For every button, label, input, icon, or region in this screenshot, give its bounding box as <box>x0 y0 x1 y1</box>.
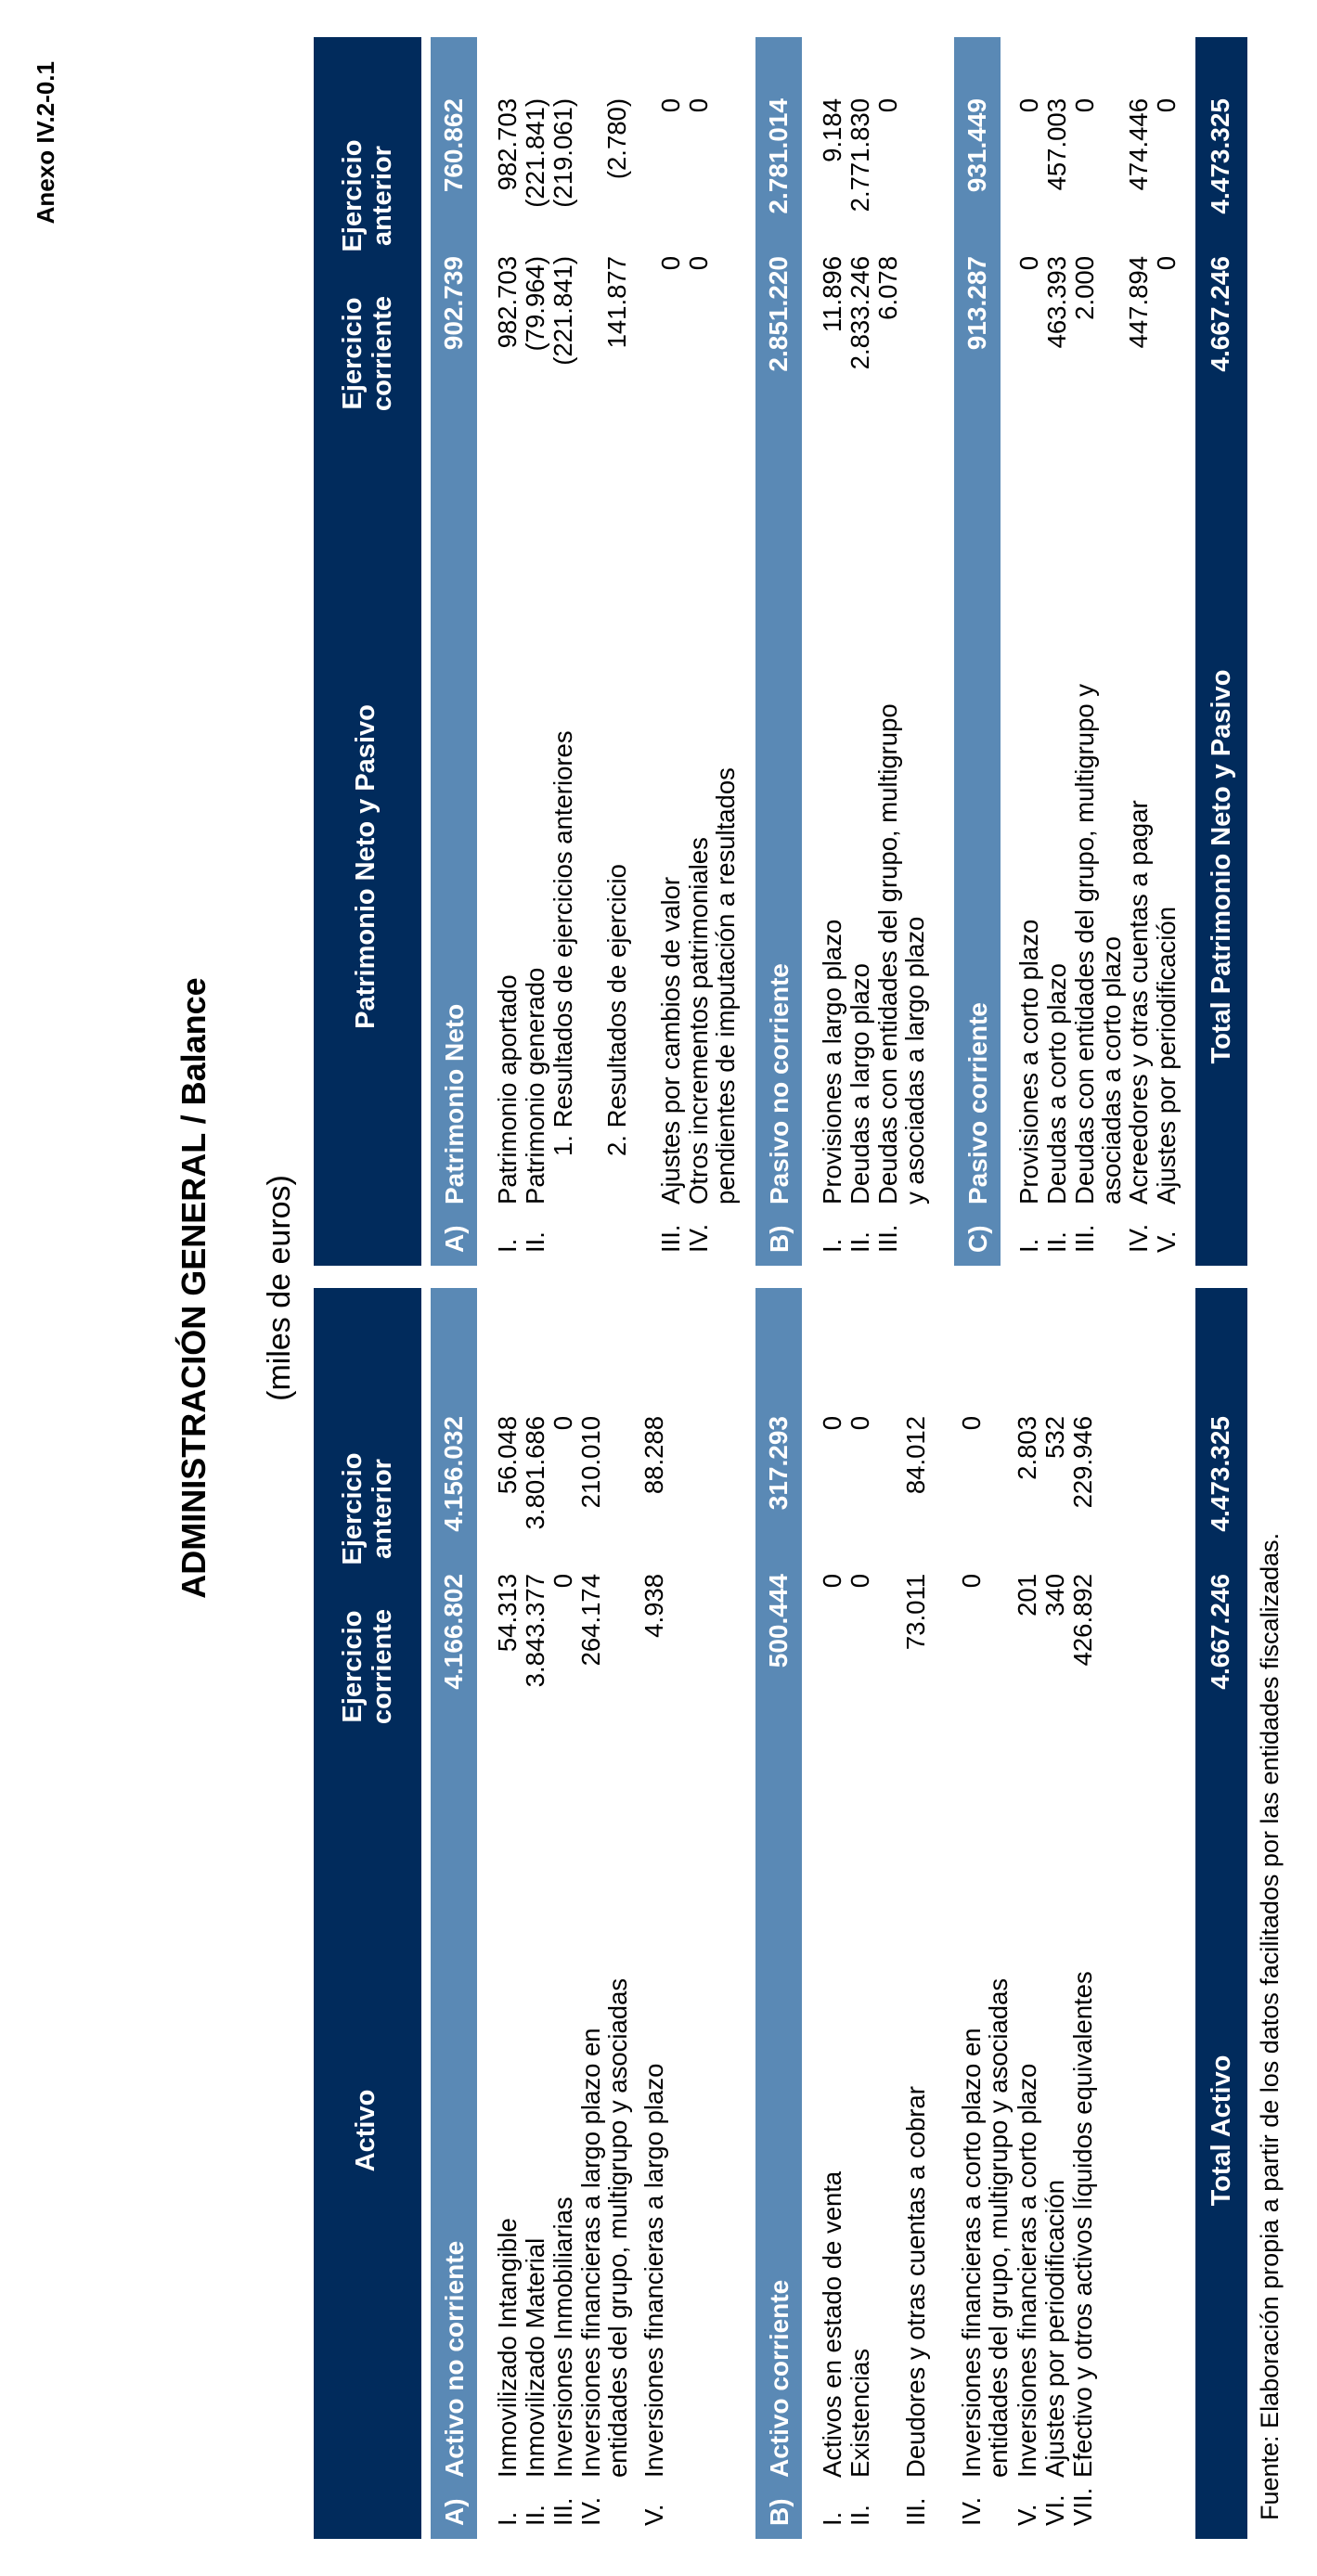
row-number: II. <box>521 2505 549 2526</box>
row-current: 0 <box>549 1574 577 1589</box>
units-label: (miles de euros) <box>262 1175 297 1401</box>
row-number: V. <box>639 2504 668 2526</box>
section-current: 4.166.802 <box>439 1574 468 1690</box>
row-number: I. <box>493 1238 522 1253</box>
row-current: 54.313 <box>493 1574 522 1653</box>
total-previous: 4.473.325 <box>1206 98 1234 214</box>
column-header-previous: Ejercicio anterior <box>338 1452 397 1565</box>
row-previous: 210.010 <box>576 1416 605 1509</box>
row-number: III. <box>656 1224 685 1253</box>
row-previous: 0 <box>957 1416 986 1431</box>
row-number: I. <box>1014 1238 1043 1253</box>
row-current: 426.892 <box>1068 1574 1097 1667</box>
section-current: 500.444 <box>764 1574 793 1668</box>
total-label: Total Activo <box>1207 2054 1236 2207</box>
row-previous: 0 <box>549 1416 577 1431</box>
row-previous: 0 <box>846 1416 874 1431</box>
row-label: Provisiones a corto plazo <box>1014 919 1043 1204</box>
row-current: 2.833.246 <box>846 256 874 370</box>
row-label: Acreedores y otras cuentas a pagar <box>1124 800 1153 1204</box>
row-label: Ajustes por periodificación <box>1152 906 1181 1204</box>
section-letter: C) <box>963 1225 992 1253</box>
row-current: 0 <box>846 1574 874 1589</box>
row-label: Activos en estado de venta <box>818 2170 846 2478</box>
row-previous: (219.061) <box>549 98 577 208</box>
row-previous: 0 <box>873 98 902 113</box>
row-current: 141.877 <box>602 256 631 349</box>
row-number: III. <box>549 2497 577 2526</box>
row-current: 2.000 <box>1070 256 1099 320</box>
annex-label: Anexo IV.2-0.1 <box>32 61 59 225</box>
total-label: Total Patrimonio Neto y Pasivo <box>1207 669 1236 1064</box>
row-label: Deudas con entidades del grupo, multigrupo y asociadas a largo plazo <box>873 703 929 1204</box>
row-label: Otros incrementos patrimoniales pendientes de imputación a resultados <box>684 767 740 1204</box>
section-name: Activo corriente <box>765 2279 794 2478</box>
row-current: 0 <box>957 1574 986 1589</box>
row-label: Patrimonio aportado <box>493 974 522 1204</box>
row-number: I. <box>818 2511 846 2526</box>
section-previous: 317.293 <box>764 1416 793 1511</box>
row-current: 6.078 <box>873 256 902 320</box>
row-previous: 474.446 <box>1124 98 1153 191</box>
row-number: IV. <box>1124 1223 1153 1253</box>
row-previous: 229.946 <box>1068 1416 1097 1509</box>
page-title: ADMINISTRACIÓN GENERAL / Balance <box>174 977 213 1599</box>
column-header-current: Ejercicio corriente <box>338 295 397 412</box>
section-letter: B) <box>765 1225 794 1253</box>
row-label: Provisiones a largo plazo <box>818 919 846 1204</box>
row-current: 463.393 <box>1042 256 1071 349</box>
section-name: Activo no corriente <box>440 2240 469 2478</box>
row-label: Existencias <box>846 2348 874 2478</box>
section-name: Pasivo corriente <box>963 1002 992 1204</box>
row-label: Efectivo y otros activos líquidos equivalentes <box>1068 1971 1097 2478</box>
row-label: Deudas a largo plazo <box>846 963 874 1204</box>
row-previous: 2.771.830 <box>846 98 874 213</box>
row-number: II. <box>521 1231 549 1253</box>
row-current: 0 <box>1014 256 1043 271</box>
row-current: 264.174 <box>576 1574 605 1667</box>
row-previous: 88.288 <box>639 1416 668 1495</box>
row-current: 0 <box>684 256 713 271</box>
row-current: 11.896 <box>818 256 846 333</box>
section-name: Pasivo no corriente <box>765 963 794 1204</box>
section-current: 2.851.220 <box>764 256 793 372</box>
row-current: 340 <box>1040 1574 1069 1616</box>
row-label: Inmovilizado Material <box>521 2237 549 2478</box>
activo-table <box>314 1288 1247 2539</box>
row-current: 0 <box>818 1574 846 1589</box>
section-letter: A) <box>440 1225 469 1253</box>
row-label: Patrimonio generado <box>521 967 549 1204</box>
total-current: 4.667.246 <box>1206 1574 1234 1690</box>
total-current: 4.667.246 <box>1206 256 1234 372</box>
row-number: IV. <box>684 1223 713 1253</box>
section-previous: 931.449 <box>962 98 991 193</box>
row-previous: 532 <box>1040 1416 1069 1459</box>
row-number: III. <box>873 1224 902 1253</box>
row-current: 447.894 <box>1124 256 1153 349</box>
row-number: I. <box>493 2511 522 2526</box>
row-number: II. <box>846 2505 874 2526</box>
column-header-label: Activo <box>351 2089 381 2172</box>
row-number: VII. <box>1068 2487 1097 2526</box>
row-label: Inversiones financieras a corto plazo en entidades del grupo, multigrupo y asociadas <box>957 1977 1013 2478</box>
row-number: II. <box>846 1231 874 1253</box>
row-label: Inversiones financieras a corto plazo <box>1013 2063 1041 2478</box>
row-label: 1. Resultados de ejercicios anteriores <box>549 730 577 1156</box>
section-name: Patrimonio Neto <box>440 1003 469 1204</box>
row-label: Deudas con entidades del grupo, multigrupo y asociadas a corto plazo <box>1070 683 1126 1204</box>
row-previous: 9.184 <box>818 98 846 162</box>
row-number: III. <box>1070 1224 1099 1253</box>
row-current: (79.964) <box>521 256 549 352</box>
row-number: VI. <box>1040 2494 1069 2526</box>
row-previous: 457.003 <box>1042 98 1071 191</box>
row-previous: 0 <box>684 98 713 113</box>
row-previous: 3.801.686 <box>521 1416 549 1530</box>
row-current: 73.011 <box>901 1574 930 1651</box>
row-label: Deudas a corto plazo <box>1042 963 1071 1204</box>
row-previous: 2.803 <box>1013 1416 1041 1480</box>
row-previous: 56.048 <box>493 1416 522 1495</box>
row-number: V. <box>1013 2504 1041 2526</box>
row-label: Deudores y otras cuentas a cobrar <box>901 2086 930 2478</box>
row-label: Inversiones financieras a largo plazo en entidades del grupo, multigrupo y asociadas <box>576 1977 632 2478</box>
section-previous: 760.862 <box>439 98 468 193</box>
row-label: Inversiones financieras a largo plazo <box>639 2063 668 2478</box>
row-current: 0 <box>1152 256 1181 271</box>
row-number: II. <box>1042 1231 1071 1253</box>
section-previous: 2.781.014 <box>764 98 793 214</box>
row-label: Inversiones Inmobiliarias <box>549 2196 577 2478</box>
row-current: 3.843.377 <box>521 1574 549 1688</box>
row-current: 0 <box>656 256 685 271</box>
row-number: V. <box>1152 1230 1181 1253</box>
row-current: 4.938 <box>639 1574 668 1638</box>
row-label: Ajustes por periodificación <box>1040 2179 1069 2478</box>
pasivo-table <box>314 37 1247 1266</box>
row-current: 201 <box>1013 1574 1041 1616</box>
section-letter: B) <box>765 2498 794 2526</box>
section-current: 913.287 <box>962 256 991 351</box>
row-label: Ajustes por cambios de valor <box>656 876 685 1204</box>
row-number: I. <box>818 1238 846 1253</box>
row-current: (221.841) <box>549 256 577 366</box>
total-previous: 4.473.325 <box>1206 1416 1234 1532</box>
section-letter: A) <box>440 2498 469 2526</box>
row-previous: (221.841) <box>521 98 549 208</box>
row-previous: (2.780) <box>602 98 631 180</box>
source-note: Fuente: Elaboración propia a partir de los datos facilitados por las entidades fiscalizadas. <box>1256 1532 1284 2520</box>
row-label: 2. Resultados de ejercicio <box>602 864 631 1156</box>
column-header-current: Ejercicio corriente <box>338 1608 397 1725</box>
row-previous: 982.703 <box>493 98 522 191</box>
column-header-label: Patrimonio Neto y Pasivo <box>351 704 381 1029</box>
row-previous: 0 <box>1152 98 1181 113</box>
row-number: III. <box>901 2497 930 2526</box>
row-previous: 0 <box>1014 98 1043 113</box>
section-current: 902.739 <box>439 256 468 351</box>
row-current: 982.703 <box>493 256 522 349</box>
row-previous: 0 <box>1070 98 1099 113</box>
column-header-previous: Ejercicio anterior <box>338 139 397 252</box>
row-number: IV. <box>576 2496 605 2526</box>
row-label: Inmovilizado Intangible <box>493 2218 522 2478</box>
row-previous: 0 <box>656 98 685 113</box>
row-previous: 0 <box>818 1416 846 1431</box>
section-previous: 4.156.032 <box>439 1416 468 1532</box>
row-number: IV. <box>957 2496 986 2526</box>
row-previous: 84.012 <box>901 1416 930 1495</box>
